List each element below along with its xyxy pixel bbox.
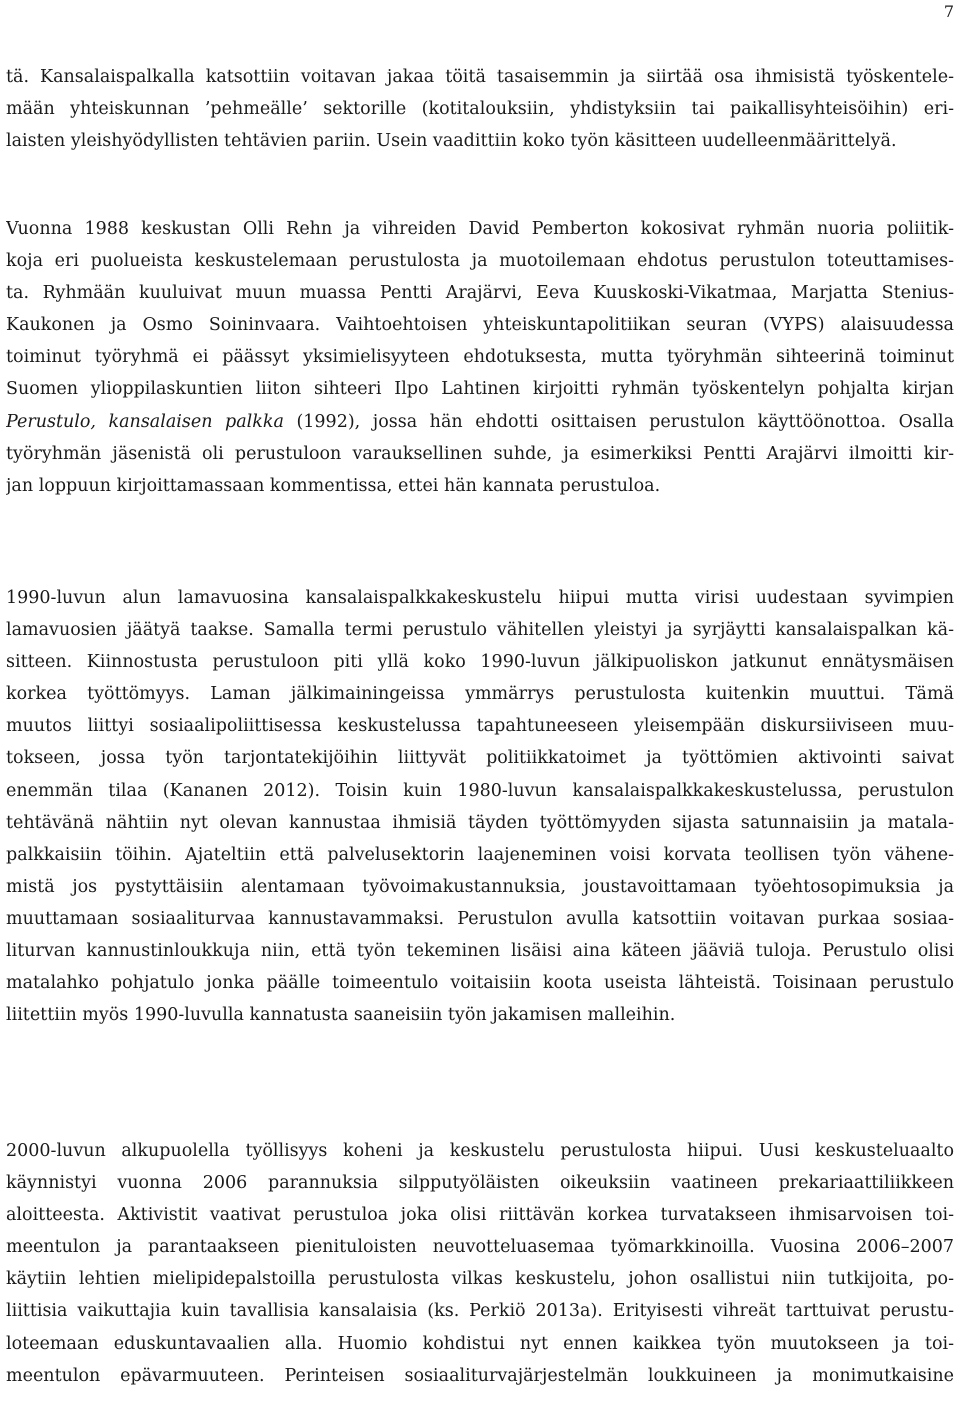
text-line: jan loppuun kirjoittamassaan kommentissa, ettei hän kannata perustuloa. <box>6 475 661 496</box>
text-line: matalahko pohjatulo jonka päälle toimeentulo voitaisiin koota useista lähteistä. Toisinaan perustulo <box>6 973 954 994</box>
paragraph-2 <box>6 213 954 502</box>
text-line: tä. Kansalaispalkalla katsottiin voitavan jakaa töitä tasaisemmin ja siirtää osa ihmisistä työskentele- <box>6 67 954 87</box>
text-line: lamavuosien jäätyä taakse. Samalla termi perustulo vähitellen yleistyi ja syrjäytti kansalaispalkan kä- <box>6 620 954 641</box>
text-line: 2000-luvun alkupuolella työllisyys koheni ja keskustelu perustulosta hiipui. Uusi keskusteluaalto <box>6 1141 954 1161</box>
text-line: laisten yleishyödyllisten tehtävien pariin. Usein vaadittiin koko työn käsitteen uudelleenmäärittelyä. <box>6 131 897 152</box>
text-line: liturvan kannustinloukkuja niin, että työn tekeminen lisäisi aina käteen jääviä tuloja. Perustulo olisi <box>6 941 954 962</box>
text-line: työryhmän jäsenistä oli perustuloon varauksellinen suhde, ja esimerkiksi Pentti Arajärvi ilmoitti kir- <box>6 443 954 464</box>
text-line: muuttamaan sosiaaliturvaa kannustavammaksi. Perustulon avulla katsottiin voitavan purkaa sosiaa- <box>6 908 954 929</box>
text-line: liitettiin myös 1990-luvulla kannatusta saaneisiin työn jakamisen malleihin. <box>6 1005 676 1026</box>
text-line: käynnistyi vuonna 2006 parannuksia silpputyöläisten oikeuksiin vaatineen prekariaattiliikkeen <box>6 1173 954 1194</box>
text-line: mään yhteiskunnan ’pehmeälle’ sektorille (kotitalouksiin, yhdistyksiin tai paikallisyhteisöihin) eri- <box>6 99 954 120</box>
text-line: toiminut työryhmä ei päässyt yksimielisyyteen ehdotuksesta, mutta työryhmän sihteerinä toiminut <box>6 347 954 368</box>
text-line: mistä jos pystyttäisiin alentamaan työvoimakustannuksia, joustavoittamaan työehtosopimuksia ja <box>6 876 954 897</box>
text-line-rest: (1992), jossa hän ehdotti osittaisen perustulon käyttöönottoa. Osalla <box>283 411 954 432</box>
text-line: käytiin lehtien mielipidepalstoilla perustulosta vilkas keskustelu, johon osallistui niin tutkijoita, po- <box>6 1269 954 1290</box>
text-line: Kaukonen ja Osmo Soininvaara. Vaihtoehtoisen yhteiskuntapolitiikan seuran (VYPS) alaisuudessa <box>6 315 954 336</box>
paragraph-1 <box>6 61 954 157</box>
paragraph-4 <box>6 1135 954 1392</box>
text-line: tehtävänä nähtiin nyt olevan kannustaa ihmisiä täyden työttömyyden sijasta satunnaisiin ja matala- <box>6 812 954 833</box>
text-line: loteemaan eduskuntavaalien alla. Huomio kohdistui nyt ennen kaikkea työn muutokseen ja toi- <box>6 1333 954 1354</box>
text-line: enemmän tilaa (Kananen 2012). Toisin kuin 1980-luvun kansalaispalkkakeskustelussa, perustulon <box>6 780 954 801</box>
text-line: muutos liittyi sosiaalipoliittisessa keskustelussa tapahtuneeseen yleisempään diskursiiviseen muu- <box>6 716 954 737</box>
text-line: koja eri puolueista keskustelemaan perustulosta ja muotoilemaan ehdotus perustulon toteuttamises- <box>6 251 954 272</box>
text-line: korkea työttömyys. Laman jälkimainingeissa ymmärrys perustulosta kuitenkin muuttui. Tämä <box>6 684 954 705</box>
text-line: aloitteesta. Aktivistit vaativat perustuloa joka olisi riittävän korkea turvatakseen ihmisarvoisen toi- <box>6 1205 954 1226</box>
text-line: Suomen ylioppilaskuntien liiton sihteeri Ilpo Lahtinen kirjoitti ryhmän työskentelyn pohjalta kirjan <box>6 379 954 400</box>
text-line: Vuonna 1988 keskustan Olli Rehn ja vihreiden David Pemberton kokosivat ryhmän nuoria poliitik- <box>6 219 954 239</box>
page-number: 7 <box>943 2 954 21</box>
text-line: meentulon epävarmuuteen. Perinteisen sosiaaliturvajärjestelmän loukkuineen ja monimutkaisine <box>6 1365 954 1386</box>
text-line: ta. Ryhmään kuuluivat muun muassa Pentti Arajärvi, Eeva Kuuskoski-Vikatmaa, Marjatta Stenius- <box>6 283 954 304</box>
paragraph-3 <box>6 582 954 1031</box>
book-title: Perustulo, kansalaisen palkka <box>6 411 284 432</box>
text-line: tokseen, jossa työn tarjontatekijöihin liittyvät politiikkatoimet ja työttömien aktivointi saivat <box>6 748 954 769</box>
text-line: meentulon ja parantaakseen pienituloisten neuvotteluasemaa työmarkkinoilla. Vuosina 2006–2007 <box>6 1237 954 1258</box>
text-line-with-book-title <box>6 406 954 438</box>
text-line: liittisia vaikuttajia kuin tavallisia kansalaisia (ks. Perkiö 2013a). Erityisesti vihreät tarttuivat perustu- <box>6 1301 954 1322</box>
text-line: 1990-luvun alun lamavuosina kansalaispalkkakeskustelu hiipui mutta virisi uudestaan syvimpien <box>6 588 954 608</box>
text-line: palkkaisiin töihin. Ajateltiin että palvelusektorin laajeneminen voisi korvata teollisen työn vähene- <box>6 844 954 865</box>
text-line: sitteen. Kiinnostusta perustuloon piti yllä koko 1990-luvun jälkipuoliskon jatkunut ennätysmäisen <box>6 652 954 673</box>
